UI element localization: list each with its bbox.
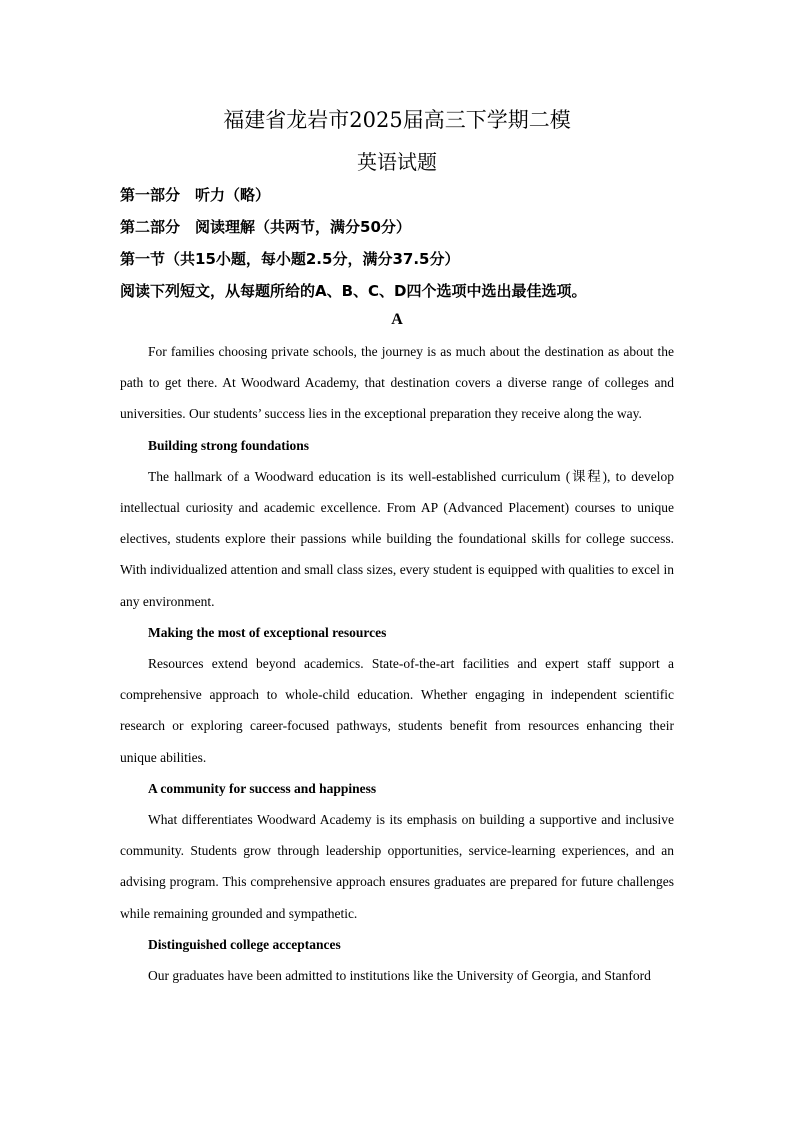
heading-acceptances: Distinguished college acceptances [148, 936, 341, 952]
heading-resources: Making the most of exceptional resources [148, 624, 387, 640]
paragraph-resources: Resources extend beyond academics. State-of-the-art facilities and expert staff support a comprehensive approach to whole-child education. Whether engaging in independent scientific research or exploring career-focused pathways, students benefit from resources enhancing their unique abilities. [120, 656, 674, 765]
heading-community: A community for success and happiness [148, 780, 377, 796]
reading-instruction: 阅读下列短文，从每题所给的A、B、C、D四个选项中选出最佳选项。 [120, 282, 587, 300]
paragraph-community: What differentiates Woodward Academy is its emphasis on building a supportive and inclusive community. Students grow through leadership opportunities, service-learning experiences, and an advising program. This comprehensive approach ensures graduates are prepared for future challenges while remaining grounded and sympathetic. [120, 812, 674, 921]
section-part-one: 第一部分 听力（略） [120, 186, 271, 204]
paragraph-acceptances: Our graduates have been admitted to institutions like the University of Georgia, and Stanford [148, 968, 651, 984]
passage-intro: For families choosing private schools, the journey is as much about the destination as about the path to get there. At Woodward Academy, that destination covers a diverse range of colleges and universities. Our students’ success lies in the exceptional preparation they receive along the way. [120, 344, 674, 422]
exam-title: 福建省龙岩市2025届高三下学期二模 [223, 108, 571, 132]
exam-subtitle: 英语试题 [357, 150, 437, 174]
passage-body [120, 336, 674, 991]
section-one-heading: 第一节（共15小题，每小题2.5分，满分37.5分） [120, 250, 460, 268]
heading-foundations: Building strong foundations [148, 437, 310, 453]
passage-label: A [391, 311, 403, 328]
paragraph-foundations: The hallmark of a Woodward education is its well-established curriculum (课程), to develop intellectual curiosity and academic excellence. From AP (Advanced Placement) courses to unique electives, students explore their passions while building the foundational skills for college success. With individualized attention and small class sizes, every student is equipped with qualities to excel in any environment. [120, 468, 674, 609]
section-part-two: 第二部分 阅读理解（共两节，满分50分） [120, 218, 411, 236]
